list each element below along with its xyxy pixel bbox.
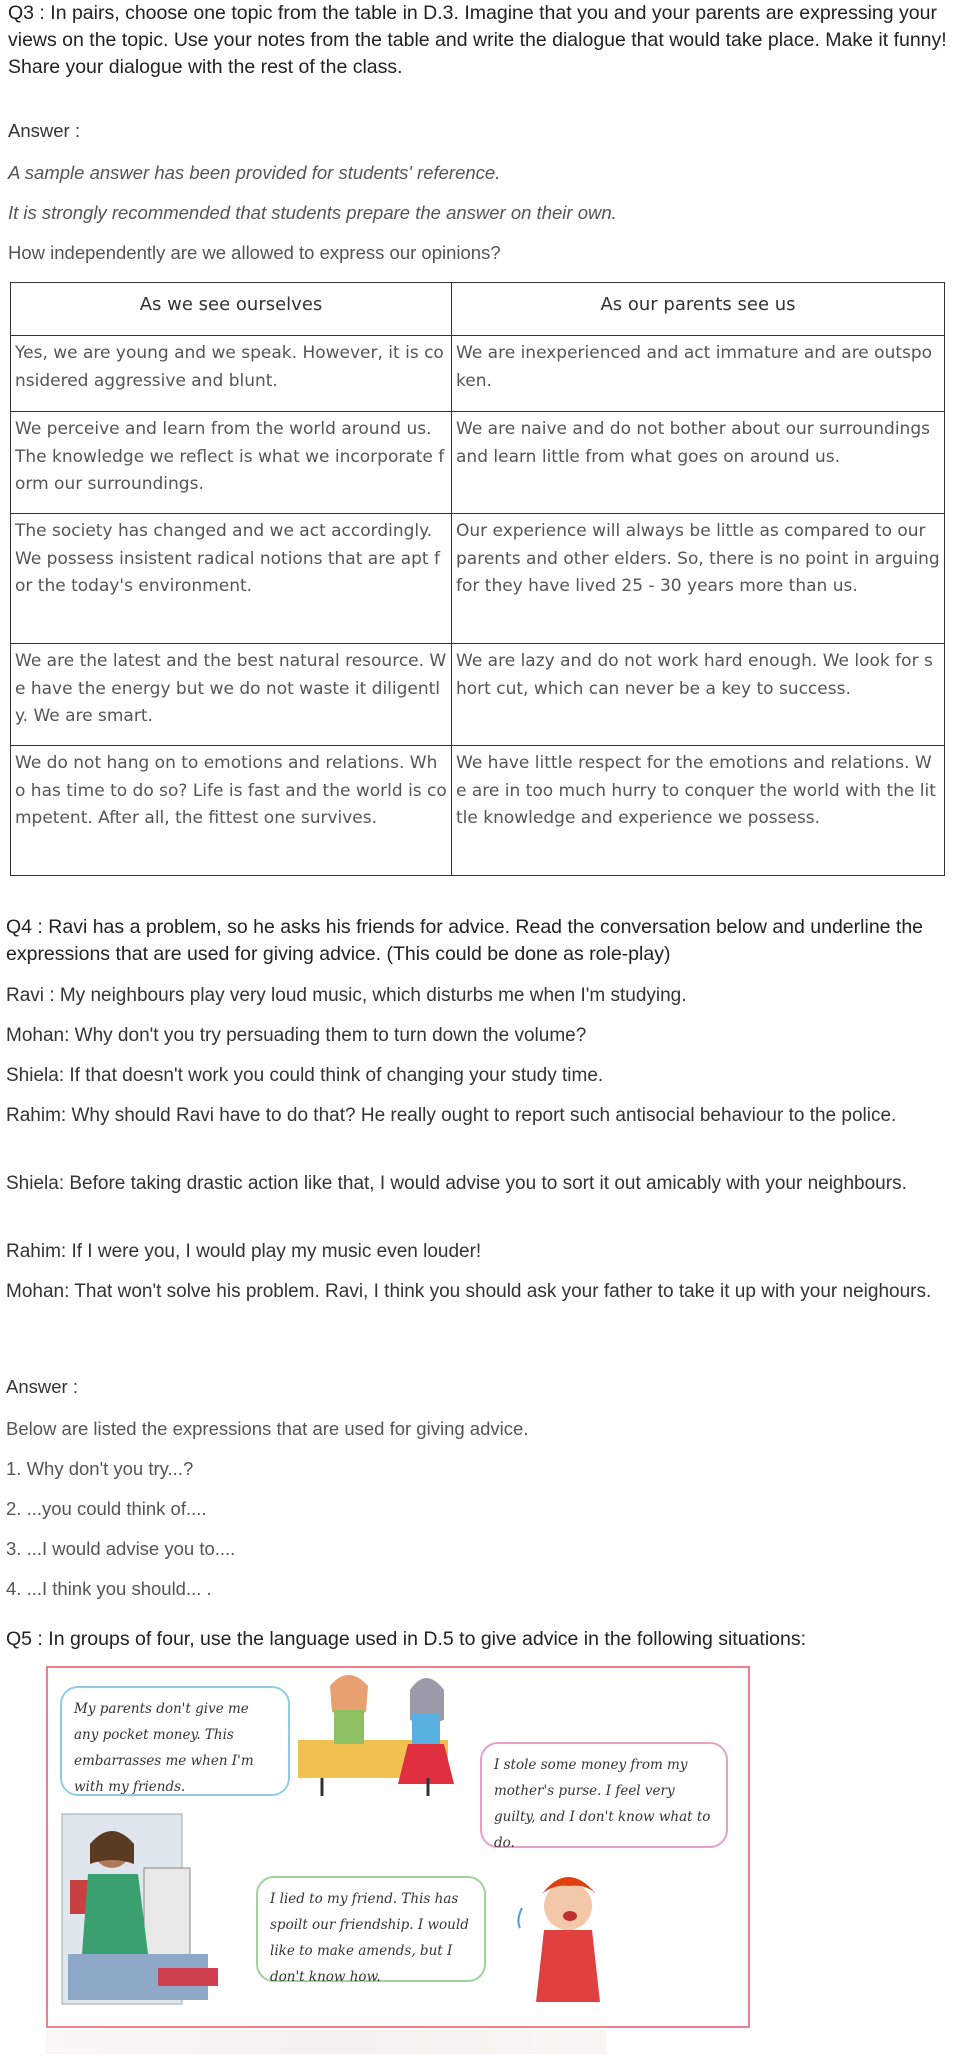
table-cell: We have little respect for the emotions and relations. We are in too much hurry to conquer the world with the little knowledge and experience we possess. bbox=[452, 746, 945, 876]
dialogue-line-rahim: Rahim: If I were you, I would play my music even louder! bbox=[6, 1241, 482, 1262]
boy-computer-icon bbox=[62, 1814, 218, 2004]
q3-recommend-note: It is strongly recommended that students prepare the answer on their own. bbox=[8, 202, 617, 223]
q4-answer-intro: Below are listed the expressions that are used for giving advice. bbox=[6, 1418, 529, 1439]
table-cell: We perceive and learn from the world around us. The knowledge we reflect is what we incorporate form our surroundings. bbox=[11, 412, 452, 514]
q3-answer-label: Answer : bbox=[8, 120, 80, 141]
girls-figure-icon bbox=[298, 1675, 454, 1796]
q3-sample-note: A sample answer has been provided for students' reference. bbox=[8, 162, 501, 183]
table-cell: We are the latest and the best natural resource. We have the energy but we do not waste it diligently. We are smart. bbox=[11, 644, 452, 746]
advice-expression: 3. ...I would advise you to.... bbox=[6, 1538, 236, 1559]
table-cell: Yes, we are young and we speak. However, it is considered aggressive and blunt. bbox=[11, 336, 452, 412]
advice-illustration bbox=[46, 1666, 750, 2028]
q3-table-caption: How independently are we allowed to express our opinions? bbox=[8, 242, 501, 263]
dialogue-line-rahim: Rahim: Why should Ravi have to do that? He really ought to report such antisocial behaviour to the police. bbox=[6, 1105, 897, 1126]
faded-caption-strip bbox=[46, 2030, 606, 2054]
q4-label: Q4 : bbox=[6, 916, 43, 938]
q4-text: Ravi has a problem, so he asks his friends for advice. Read the conversation below and underline the expressions that are used for giving advice. (This could be done as role-play) bbox=[6, 916, 924, 965]
table-row bbox=[11, 336, 945, 412]
table-cell: We are lazy and do not work hard enough. We look for short cut, which can never be a key to success. bbox=[452, 644, 945, 746]
views-table bbox=[10, 282, 945, 876]
dialogue-line-shiela: Shiela: If that doesn't work you could think of changing your study time. bbox=[6, 1065, 604, 1086]
q4-question bbox=[6, 914, 951, 968]
table-cell: We are inexperienced and act immature and are outspoken. bbox=[452, 336, 945, 412]
table-cell: Our experience will always be little as compared to our parents and other elders. So, there is no point in arguing for they have lived 25 - 30 years more than us. bbox=[452, 514, 945, 644]
q5-label: Q5 : bbox=[6, 1628, 43, 1650]
dialogue-line-shiela: Shiela: Before taking drastic action like that, I would advise you to sort it out amicably with your neighbours. bbox=[6, 1173, 907, 1194]
table-cell: We do not hang on to emotions and relations. Who has time to do so? Life is fast and the world is competent. After all, the fittest one survives. bbox=[11, 746, 452, 876]
table-header-ourselves: As we see ourselves bbox=[11, 283, 452, 336]
table-cell: We are naive and do not bother about our surroundings and learn little from what goes on around us. bbox=[452, 412, 945, 514]
advice-expression: 1. Why don't you try...? bbox=[6, 1458, 194, 1479]
speech-bubble-stole-money: I stole some money from my mother's purse. I feel very guilty, and I don't know what to do. bbox=[480, 1742, 728, 1848]
table-header-parents: As our parents see us bbox=[452, 283, 945, 336]
dialogue-line-mohan: Mohan: Why don't you try persuading them to turn down the volume? bbox=[6, 1025, 587, 1046]
speech-bubble-pocket-money: My parents don't give me any pocket money. This embarrasses me when I'm with my friends. bbox=[60, 1686, 290, 1796]
table-header-row bbox=[11, 283, 945, 336]
dialogue-line-ravi: Ravi : My neighbours play very loud music, which disturbs me when I'm studying. bbox=[6, 985, 687, 1006]
q3-text: In pairs, choose one topic from the table in D.3. Imagine that you and your parents are expressing your views on the topic. Use your notes from the table and write the dialogue that would take place. Make it funny! Share your dialogue with the rest of the class. bbox=[8, 2, 947, 78]
q3-label: Q3 : bbox=[8, 2, 45, 24]
table-cell: The society has changed and we act accordingly. We possess insistent radical notions that are apt for the today's environment. bbox=[11, 514, 452, 644]
advice-expression: 2. ...you could think of.... bbox=[6, 1498, 207, 1519]
table-row bbox=[11, 412, 945, 514]
table-row bbox=[11, 746, 945, 876]
q5-text: In groups of four, use the language used in D.5 to give advice in the following situations: bbox=[48, 1628, 807, 1650]
speech-bubble-lied-friend: I lied to my friend. This has spoilt our friendship. I would like to make amends, but I don't know how. bbox=[256, 1876, 486, 1982]
q3-question bbox=[8, 0, 953, 81]
table-row bbox=[11, 514, 945, 644]
q4-answer-label: Answer : bbox=[6, 1376, 78, 1397]
table-row bbox=[11, 644, 945, 746]
crying-boy-icon bbox=[518, 1877, 600, 2002]
q5-question bbox=[6, 1626, 951, 1653]
dialogue-line-mohan: Mohan: That won't solve his problem. Ravi, I think you should ask your father to take it up with your neighours. bbox=[6, 1281, 932, 1302]
advice-expression: 4. ...I think you should... . bbox=[6, 1578, 212, 1599]
